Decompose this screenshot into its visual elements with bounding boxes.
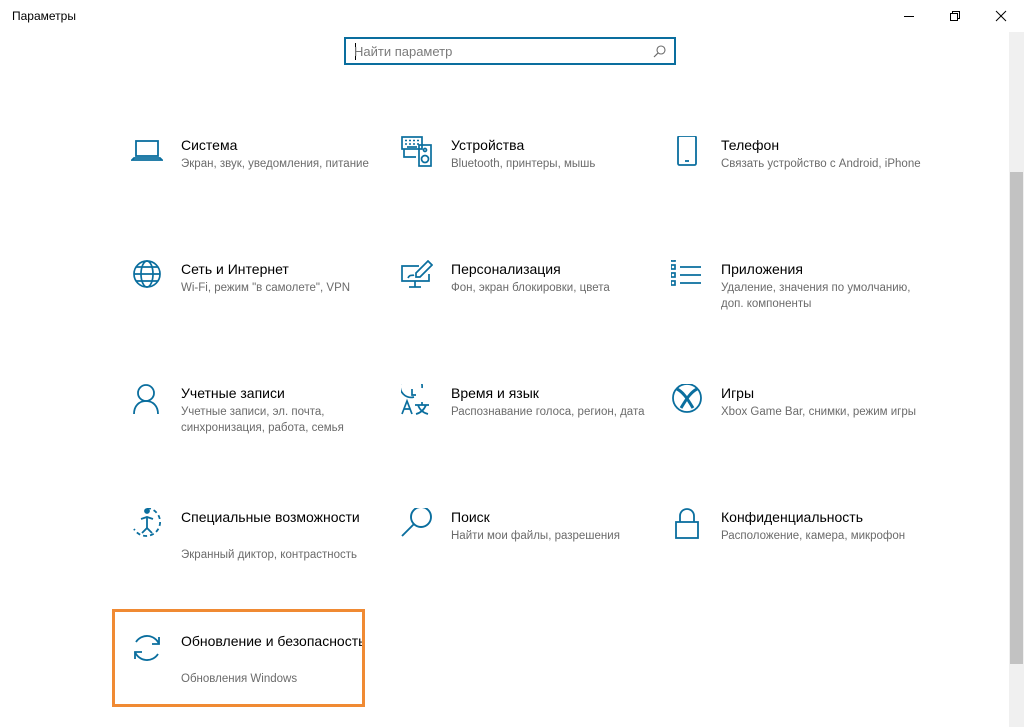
tile-desc: Xbox Game Bar, снимки, режим игры — [721, 406, 917, 418]
minimize-icon — [903, 10, 915, 22]
tile-phone[interactable] — [671, 136, 921, 236]
tile-privacy[interactable] — [671, 508, 921, 608]
phone-icon — [671, 136, 703, 168]
tile-desc: Экран, звук, уведомления, питание — [181, 158, 369, 170]
tile-desc: Экранный диктор, контрастность — [181, 549, 358, 561]
globe-icon — [131, 260, 163, 292]
vertical-scrollbar[interactable] — [1009, 32, 1024, 727]
tile-gaming[interactable] — [671, 384, 921, 484]
magnifier-icon — [401, 508, 433, 540]
tile-devices[interactable] — [401, 136, 651, 236]
tile-network[interactable] — [131, 260, 381, 360]
tile-name: Конфиденциальность — [721, 509, 864, 525]
search-input[interactable] — [354, 42, 644, 60]
laptop-icon — [131, 136, 163, 168]
tile-name: Система — [181, 137, 238, 153]
title-bar — [0, 0, 1024, 32]
tile-ease-of-access[interactable] — [131, 508, 381, 608]
minimize-button[interactable] — [886, 0, 932, 32]
tile-desc: Учетные записи, эл. почта, синхронизация, работа, семья — [181, 406, 344, 434]
xbox-icon — [671, 384, 703, 416]
monitor-pen-icon — [401, 260, 433, 292]
ease-of-access-icon — [131, 508, 163, 540]
tile-desc: Фон, экран блокировки, цвета — [451, 282, 610, 294]
tile-desc: Bluetooth, принтеры, мышь — [451, 158, 596, 170]
search-box[interactable] — [344, 37, 676, 65]
apps-list-icon — [671, 260, 703, 292]
tile-name: Обновление и безопасность — [181, 633, 366, 649]
close-button[interactable] — [978, 0, 1024, 32]
restore-button[interactable] — [932, 0, 978, 32]
time-language-icon — [401, 384, 433, 416]
keyboard-speaker-icon — [401, 136, 433, 168]
tile-name: Устройства — [451, 137, 525, 153]
tile-time-language[interactable] — [401, 384, 651, 484]
tile-apps[interactable] — [671, 260, 921, 360]
tile-name: Специальные возможности — [181, 509, 360, 525]
tile-desc: Обновления Windows — [181, 673, 298, 685]
tile-desc: Wi-Fi, режим "в самолете", VPN — [181, 282, 351, 294]
tile-system[interactable] — [131, 136, 381, 236]
close-icon — [995, 10, 1007, 22]
tile-accounts[interactable] — [131, 384, 381, 484]
tile-name: Сеть и Интернет — [181, 261, 289, 277]
tile-desc: Связать устройство с Android, iPhone — [721, 158, 921, 170]
tile-name: Время и язык — [451, 385, 539, 401]
tile-desc: Удаление, значения по умолчанию, доп. компоненты — [721, 282, 911, 310]
tile-name: Персонализация — [451, 261, 561, 277]
lock-icon — [671, 508, 703, 540]
tile-desc: Расположение, камера, микрофон — [721, 530, 906, 542]
tile-name: Учетные записи — [181, 385, 285, 401]
search-icon[interactable] — [653, 45, 666, 58]
highlight-frame — [112, 609, 365, 707]
tile-personalization[interactable] — [401, 260, 651, 360]
tile-name: Игры — [721, 385, 755, 401]
tile-name: Поиск — [451, 509, 490, 525]
person-icon — [131, 384, 163, 416]
tile-name: Телефон — [721, 137, 780, 153]
tile-name: Приложения — [721, 261, 803, 277]
window-title: Параметры — [12, 9, 76, 23]
tile-desc: Распознавание голоса, регион, дата — [451, 406, 645, 418]
tile-desc: Найти мои файлы, разрешения — [451, 530, 620, 542]
tile-search[interactable] — [401, 508, 651, 608]
scrollbar-thumb[interactable] — [1010, 172, 1023, 664]
restore-icon — [949, 10, 961, 22]
